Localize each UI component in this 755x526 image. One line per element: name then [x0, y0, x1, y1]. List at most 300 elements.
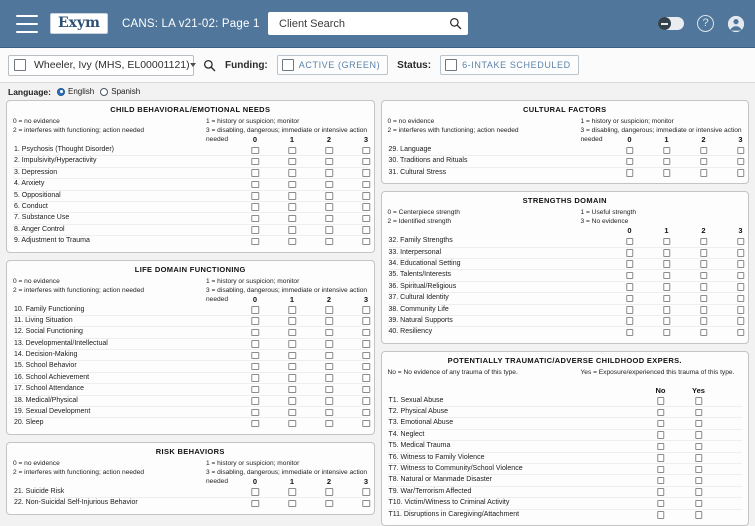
rating-checkbox-2[interactable]: [700, 272, 708, 280]
client-search-box[interactable]: [268, 12, 468, 35]
page-title: CANS: LA v21-02: Page 1: [121, 17, 260, 30]
rating-checkbox-1[interactable]: [288, 397, 296, 405]
rating-checkbox-yes[interactable]: [695, 409, 703, 417]
rating-checkbox-0[interactable]: [251, 409, 259, 417]
client-selector-dropdown[interactable]: [8, 55, 194, 76]
client-search-input[interactable]: [277, 17, 449, 31]
rating-checkbox-1[interactable]: [663, 283, 671, 291]
rating-checkbox-0[interactable]: [251, 374, 259, 382]
panel-strengths-domain: [381, 191, 750, 344]
assessment-item-row: [13, 384, 368, 395]
rating-checkbox-1[interactable]: [288, 203, 296, 211]
legend-3: 3 = disabling, dangerous; immediate or intensive action needed: [206, 468, 368, 485]
assessment-form: [0, 100, 755, 518]
assessment-item-label: 5. Oppositional: [14, 191, 61, 199]
rating-column-headers: [388, 226, 743, 236]
legend-3: 3 = No evidence: [580, 218, 629, 226]
assessment-item-label: T7. Witness to Community/School Violence: [388, 465, 523, 473]
panel-legend: [387, 117, 743, 143]
rating-checkbox-1[interactable]: [288, 181, 296, 189]
rating-checkbox-0[interactable]: [251, 215, 259, 223]
client-select-checkbox[interactable]: [14, 59, 26, 71]
rating-checkbox-3[interactable]: [362, 181, 370, 189]
assessment-item-row: [388, 168, 743, 179]
rating-checkbox-yes[interactable]: [695, 511, 703, 519]
rating-checkbox-0[interactable]: [251, 317, 259, 325]
rating-checkbox-1[interactable]: [663, 158, 671, 166]
panel-cultural-factors: [381, 100, 750, 184]
panel-legend: [13, 277, 368, 303]
item-list: [13, 145, 368, 248]
rating-checkbox-3[interactable]: [362, 329, 370, 337]
column-header-0: 0: [252, 135, 258, 144]
user-account-icon[interactable]: [727, 15, 745, 33]
rating-checkbox-3[interactable]: [362, 158, 370, 166]
legend-yes: Yes = Exposure/experienced this trauma of this type.: [580, 368, 735, 376]
legend-2: 2 = interferes with functioning; action needed: [13, 286, 145, 294]
rating-checkbox-3[interactable]: [737, 238, 745, 246]
rating-checkbox-2[interactable]: [325, 215, 333, 223]
toggle-knob: [658, 17, 671, 30]
rating-checkbox-2[interactable]: [700, 317, 708, 325]
panel-legend: [13, 459, 368, 485]
rating-checkbox-2[interactable]: [325, 386, 333, 394]
rating-checkbox-no[interactable]: [657, 511, 665, 519]
rating-checkbox-0[interactable]: [251, 500, 259, 508]
rating-checkbox-2[interactable]: [325, 420, 333, 428]
status-label: Status:: [397, 59, 432, 71]
assessment-item-row: [13, 305, 368, 316]
rating-checkbox-2[interactable]: [325, 169, 333, 177]
assessment-item-row: [388, 327, 743, 338]
rating-checkbox-3[interactable]: [362, 215, 370, 223]
rating-checkbox-no[interactable]: [657, 466, 665, 474]
rating-checkbox-2[interactable]: [325, 488, 333, 496]
radio-spanish[interactable]: [100, 88, 108, 96]
rating-checkbox-1[interactable]: [663, 249, 671, 257]
rating-checkbox-yes[interactable]: [695, 431, 703, 439]
column-header-0: 0: [627, 135, 632, 144]
rating-checkbox-2[interactable]: [325, 317, 333, 325]
rating-checkbox-1[interactable]: [288, 340, 296, 348]
panel-risk-behaviors: [6, 442, 375, 515]
assessment-item-label: 35. Talents/Interests: [388, 271, 452, 279]
rating-checkbox-3[interactable]: [362, 306, 370, 314]
rating-checkbox-yes[interactable]: [695, 500, 703, 508]
rating-checkbox-0[interactable]: [251, 169, 259, 177]
rating-checkbox-1[interactable]: [288, 352, 296, 360]
rating-checkbox-1[interactable]: [288, 158, 296, 166]
legend-2: 2 = interferes with functioning; action needed: [13, 468, 145, 476]
rating-checkbox-2[interactable]: [325, 238, 333, 246]
legend-1: 1 = history or suspicion; monitor: [206, 277, 300, 285]
assessment-item-row: [13, 361, 368, 372]
rating-checkbox-0[interactable]: [251, 488, 259, 496]
rating-checkbox-1[interactable]: [288, 500, 296, 508]
language-option-spanish[interactable]: [100, 87, 140, 96]
assessment-item-label: 36. Spiritual/Religious: [388, 282, 457, 290]
rating-checkbox-1[interactable]: [288, 409, 296, 417]
assessment-item-label: 13. Developmental/Intellectual: [14, 339, 108, 347]
rating-checkbox-0[interactable]: [626, 272, 634, 280]
rating-column-headers: [388, 135, 743, 145]
rating-checkbox-1[interactable]: [288, 306, 296, 314]
legend-3: 3 = disabling, dangerous; immediate or intensive action needed: [206, 127, 368, 143]
panel-child-behavioral-emotional-needs: [6, 100, 375, 253]
rating-checkbox-0[interactable]: [251, 397, 259, 405]
column-header-2: 2: [326, 476, 332, 486]
assessment-item-label: 16. School Achievement: [14, 373, 90, 381]
app-logo[interactable]: [50, 13, 108, 34]
item-list: [13, 487, 368, 510]
rating-checkbox-no[interactable]: [657, 454, 665, 462]
assessment-item-label: 33. Interpersonal: [388, 248, 442, 256]
rating-checkbox-no[interactable]: [657, 431, 665, 439]
rating-checkbox-2[interactable]: [700, 295, 708, 303]
rating-checkbox-3[interactable]: [737, 272, 745, 280]
rating-column-headers: [13, 295, 368, 305]
column-header-1: 1: [289, 135, 295, 144]
rating-checkbox-0[interactable]: [251, 203, 259, 211]
rating-checkbox-2[interactable]: [325, 226, 333, 234]
rating-checkbox-2[interactable]: [325, 340, 333, 348]
assessment-item-row: [13, 498, 368, 509]
rating-checkbox-3[interactable]: [362, 340, 370, 348]
rating-checkbox-1[interactable]: [288, 215, 296, 223]
rating-checkbox-yes[interactable]: [695, 477, 703, 485]
rating-checkbox-2[interactable]: [700, 158, 708, 166]
panel-title: CHILD BEHAVIORAL/EMOTIONAL NEEDS: [110, 105, 271, 114]
column-header-3: 3: [738, 226, 743, 236]
rating-checkbox-3[interactable]: [362, 147, 370, 155]
rating-checkbox-2[interactable]: [700, 249, 708, 257]
assessment-item-row: [388, 145, 743, 156]
item-list: [388, 236, 743, 339]
rating-checkbox-0[interactable]: [251, 158, 259, 166]
rating-checkbox-3[interactable]: [737, 295, 745, 303]
rating-checkbox-0[interactable]: [251, 226, 259, 234]
rating-checkbox-0[interactable]: [251, 147, 259, 155]
legend-1: 1 = history or suspicion; monitor: [206, 459, 300, 467]
assessment-item-label: 20. Sleep: [14, 419, 44, 427]
rating-checkbox-1[interactable]: [288, 169, 296, 177]
rating-checkbox-0[interactable]: [251, 306, 259, 314]
panel-life-domain-functioning: [6, 260, 375, 435]
rating-checkbox-3[interactable]: [362, 409, 370, 417]
assessment-item-row: [388, 316, 743, 327]
rating-checkbox-0[interactable]: [251, 192, 259, 200]
assessment-item-row: [13, 373, 368, 384]
assessment-item-row: [388, 441, 743, 452]
assessment-item-row: [388, 475, 743, 486]
rating-checkbox-1[interactable]: [288, 238, 296, 246]
rating-checkbox-2[interactable]: [325, 192, 333, 200]
status-checkbox[interactable]: [445, 59, 457, 71]
rating-checkbox-1[interactable]: [288, 329, 296, 337]
language-option-english[interactable]: [57, 87, 94, 96]
assessment-item-row: [388, 430, 743, 441]
legend-3: 3 = disabling, dangerous; immediate or intensive action needed: [206, 286, 368, 303]
assessment-item-row: [388, 259, 743, 270]
rating-checkbox-3[interactable]: [362, 192, 370, 200]
rating-checkbox-0[interactable]: [251, 386, 259, 394]
assessment-item-row: [13, 168, 368, 179]
rating-checkbox-3[interactable]: [362, 374, 370, 382]
rating-checkbox-yes[interactable]: [695, 420, 703, 428]
rating-checkbox-2[interactable]: [325, 374, 333, 382]
assessment-item-row: [13, 327, 368, 338]
assessment-item-label: 6. Conduct: [14, 202, 48, 210]
rating-checkbox-no[interactable]: [657, 443, 665, 451]
rating-checkbox-yes[interactable]: [695, 466, 703, 474]
rating-checkbox-3[interactable]: [362, 500, 370, 508]
rating-checkbox-no[interactable]: [657, 420, 665, 428]
help-icon[interactable]: ?: [697, 15, 714, 32]
assessment-item-label: 38. Community Life: [388, 305, 449, 313]
rating-checkbox-1[interactable]: [663, 147, 671, 155]
rating-checkbox-3[interactable]: [362, 386, 370, 394]
assessment-item-label: 7. Substance Use: [14, 214, 70, 222]
assessment-item-row: [13, 156, 368, 167]
rating-checkbox-2[interactable]: [325, 158, 333, 166]
rating-checkbox-no[interactable]: [657, 409, 665, 417]
rating-checkbox-0[interactable]: [251, 352, 259, 360]
rating-checkbox-3[interactable]: [362, 226, 370, 234]
rating-checkbox-3[interactable]: [362, 203, 370, 211]
rating-checkbox-0[interactable]: [626, 249, 634, 257]
assessment-item-label: 4. Anxiety: [14, 180, 45, 188]
rating-checkbox-0[interactable]: [626, 238, 634, 246]
rating-checkbox-2[interactable]: [700, 169, 708, 177]
status-filter-pill[interactable]: [440, 55, 579, 75]
column-header-2: 2: [701, 135, 706, 144]
rating-checkbox-yes[interactable]: [695, 488, 703, 496]
column-header-0: 0: [252, 476, 258, 486]
rating-checkbox-2[interactable]: [325, 306, 333, 314]
rating-checkbox-no[interactable]: [657, 397, 665, 405]
rating-checkbox-1[interactable]: [288, 147, 296, 155]
assessment-item-row: [13, 225, 368, 236]
rating-checkbox-0[interactable]: [626, 158, 634, 166]
assessment-item-label: 9. Adjustment to Trauma: [14, 237, 90, 245]
rating-checkbox-0[interactable]: [251, 340, 259, 348]
app-logo-text: Exym: [58, 15, 100, 31]
legend-1: 1 = history or suspicion; monitor: [206, 118, 300, 125]
rating-checkbox-1[interactable]: [288, 317, 296, 325]
app-header: [0, 0, 755, 48]
rating-checkbox-3[interactable]: [737, 306, 745, 314]
assessment-item-label: T9. War/Terrorism Affected: [388, 487, 472, 495]
assessment-item-label: 8. Anger Control: [14, 225, 65, 233]
assessment-item-row: [388, 510, 743, 521]
rating-checkbox-0[interactable]: [626, 329, 634, 337]
assessment-item-label: 40. Resiliency: [388, 328, 433, 336]
rating-checkbox-1[interactable]: [663, 329, 671, 337]
assessment-item-row: [388, 464, 743, 475]
rating-checkbox-1[interactable]: [663, 169, 671, 177]
rating-checkbox-2[interactable]: [325, 352, 333, 360]
rating-checkbox-2[interactable]: [325, 181, 333, 189]
assessment-item-row: [388, 498, 743, 509]
rating-checkbox-0[interactable]: [626, 295, 634, 303]
rating-checkbox-3[interactable]: [737, 317, 745, 325]
rating-checkbox-no[interactable]: [657, 500, 665, 508]
rating-checkbox-3[interactable]: [737, 260, 745, 268]
assessment-item-row: [13, 418, 368, 429]
rating-checkbox-1[interactable]: [288, 386, 296, 394]
panel-title: STRENGTHS DOMAIN: [522, 196, 607, 206]
form-column-right: [381, 100, 750, 518]
rating-checkbox-yes[interactable]: [695, 397, 703, 405]
assessment-item-label: 3. Depression: [14, 168, 58, 176]
rating-checkbox-2[interactable]: [325, 500, 333, 508]
rating-checkbox-0[interactable]: [626, 260, 634, 268]
assessment-item-label: T4. Neglect: [388, 430, 425, 438]
assessment-item-label: 39. Natural Supports: [388, 316, 453, 324]
hamburger-menu-icon[interactable]: [16, 15, 38, 33]
rating-checkbox-2[interactable]: [700, 238, 708, 246]
rating-checkbox-3[interactable]: [737, 249, 745, 257]
rating-checkbox-0[interactable]: [626, 283, 634, 291]
chevron-down-icon: [190, 63, 196, 67]
rating-checkbox-0[interactable]: [626, 169, 634, 177]
rating-checkbox-0[interactable]: [251, 363, 259, 371]
rating-checkbox-3[interactable]: [362, 488, 370, 496]
rating-checkbox-1[interactable]: [288, 226, 296, 234]
assessment-item-label: T8. Natural or Manmade Disaster: [388, 476, 492, 484]
client-toolbar: [0, 48, 755, 83]
rating-checkbox-1[interactable]: [288, 374, 296, 382]
rating-checkbox-yes[interactable]: [695, 454, 703, 462]
panel-title: RISK BEHAVIORS: [155, 446, 225, 456]
rating-checkbox-0[interactable]: [626, 147, 634, 155]
theme-toggle-switch[interactable]: [658, 17, 684, 30]
rating-checkbox-2[interactable]: [700, 260, 708, 268]
funding-label: Funding:: [225, 59, 268, 71]
rating-checkbox-3[interactable]: [737, 147, 745, 155]
assessment-item-label: 1. Psychosis (Thought Disorder): [14, 146, 114, 153]
legend-2: 2 = interferes with functioning; action needed: [387, 127, 519, 134]
rating-checkbox-yes[interactable]: [695, 443, 703, 451]
rating-checkbox-0[interactable]: [251, 329, 259, 337]
legend-0: 0 = no evidence: [13, 277, 60, 285]
assessment-item-row: [388, 407, 743, 418]
rating-checkbox-no[interactable]: [657, 477, 665, 485]
language-selector: [0, 83, 755, 100]
language-label: Language:: [8, 86, 51, 97]
radio-english[interactable]: [57, 88, 65, 96]
assessment-item-label: 29. Language: [388, 146, 432, 153]
column-header-0: 0: [627, 226, 632, 236]
column-header-3: 3: [363, 476, 369, 486]
assessment-item-label: 31. Cultural Stress: [388, 168, 447, 176]
assessment-item-row: [13, 236, 368, 247]
panel-legend: [388, 368, 743, 386]
assessment-item-row: [13, 213, 368, 224]
assessment-item-label: 11. Living Situation: [14, 316, 73, 324]
rating-checkbox-3[interactable]: [737, 169, 745, 177]
rating-checkbox-0[interactable]: [251, 181, 259, 189]
legend-0: 0 = Centerpiece strength: [387, 209, 460, 217]
panel-title: CULTURAL FACTORS: [522, 105, 607, 114]
assessment-item-label: 32. Family Strengths: [388, 237, 453, 245]
rating-checkbox-1[interactable]: [663, 260, 671, 268]
rating-checkbox-no[interactable]: [657, 488, 665, 496]
column-header-1: 1: [289, 476, 295, 486]
column-header-no: No: [655, 385, 666, 395]
funding-checkbox[interactable]: [282, 59, 294, 71]
panel-title: POTENTIALLY TRAUMATIC/ADVERSE CHILDHOOD EXPERS.: [447, 355, 682, 365]
yesno-column-headers: [388, 386, 743, 396]
rating-checkbox-0[interactable]: [251, 420, 259, 428]
rating-checkbox-1[interactable]: [663, 306, 671, 314]
rating-checkbox-0[interactable]: [626, 306, 634, 314]
rating-checkbox-3[interactable]: [362, 238, 370, 246]
rating-checkbox-0[interactable]: [626, 317, 634, 325]
search-icon: [449, 17, 462, 30]
column-header-2: 2: [326, 135, 332, 144]
assessment-item-row: [388, 487, 743, 498]
rating-checkbox-2[interactable]: [325, 397, 333, 405]
assessment-item-row: [13, 202, 368, 213]
rating-column-headers: [13, 477, 368, 487]
toolbar-search-icon[interactable]: [203, 59, 216, 72]
rating-checkbox-1[interactable]: [663, 295, 671, 303]
rating-checkbox-3[interactable]: [362, 397, 370, 405]
legend-0: 0 = no evidence: [13, 118, 60, 125]
funding-filter-pill[interactable]: [277, 55, 388, 75]
assessment-item-row: [388, 282, 743, 293]
legend-1: 1 = Useful strength: [580, 209, 637, 217]
rating-checkbox-3[interactable]: [737, 283, 745, 291]
assessment-item-row: [13, 350, 368, 361]
rating-checkbox-2[interactable]: [325, 329, 333, 337]
rating-checkbox-1[interactable]: [663, 317, 671, 325]
rating-checkbox-2[interactable]: [700, 329, 708, 337]
rating-checkbox-1[interactable]: [288, 363, 296, 371]
rating-checkbox-3[interactable]: [362, 363, 370, 371]
rating-checkbox-2[interactable]: [700, 147, 708, 155]
legend-0: 0 = no evidence: [387, 118, 435, 125]
rating-checkbox-3[interactable]: [362, 169, 370, 177]
rating-checkbox-0[interactable]: [251, 238, 259, 246]
rating-checkbox-1[interactable]: [288, 488, 296, 496]
assessment-item-row: [388, 156, 743, 167]
assessment-item-row: [388, 305, 743, 316]
rating-checkbox-3[interactable]: [362, 317, 370, 325]
assessment-item-label: T10. Victim/Witness to Criminal Activity: [388, 499, 510, 507]
rating-checkbox-2[interactable]: [325, 203, 333, 211]
rating-checkbox-3[interactable]: [737, 158, 745, 166]
rating-checkbox-1[interactable]: [288, 420, 296, 428]
column-header-2: 2: [326, 294, 332, 304]
legend-3: 3 = disabling, dangerous; immediate or intensive action needed: [580, 127, 742, 143]
rating-column-headers: [13, 135, 368, 145]
rating-checkbox-1[interactable]: [663, 272, 671, 280]
rating-checkbox-2[interactable]: [325, 363, 333, 371]
rating-checkbox-1[interactable]: [288, 192, 296, 200]
rating-checkbox-2[interactable]: [325, 147, 333, 155]
rating-checkbox-3[interactable]: [362, 420, 370, 428]
assessment-item-label: 22. Non-Suicidal Self-Injurious Behavior: [14, 499, 138, 507]
rating-checkbox-2[interactable]: [700, 306, 708, 314]
rating-checkbox-2[interactable]: [700, 283, 708, 291]
rating-checkbox-3[interactable]: [737, 329, 745, 337]
item-list: [388, 145, 743, 179]
rating-checkbox-2[interactable]: [325, 409, 333, 417]
rating-checkbox-3[interactable]: [362, 352, 370, 360]
rating-checkbox-1[interactable]: [663, 238, 671, 246]
